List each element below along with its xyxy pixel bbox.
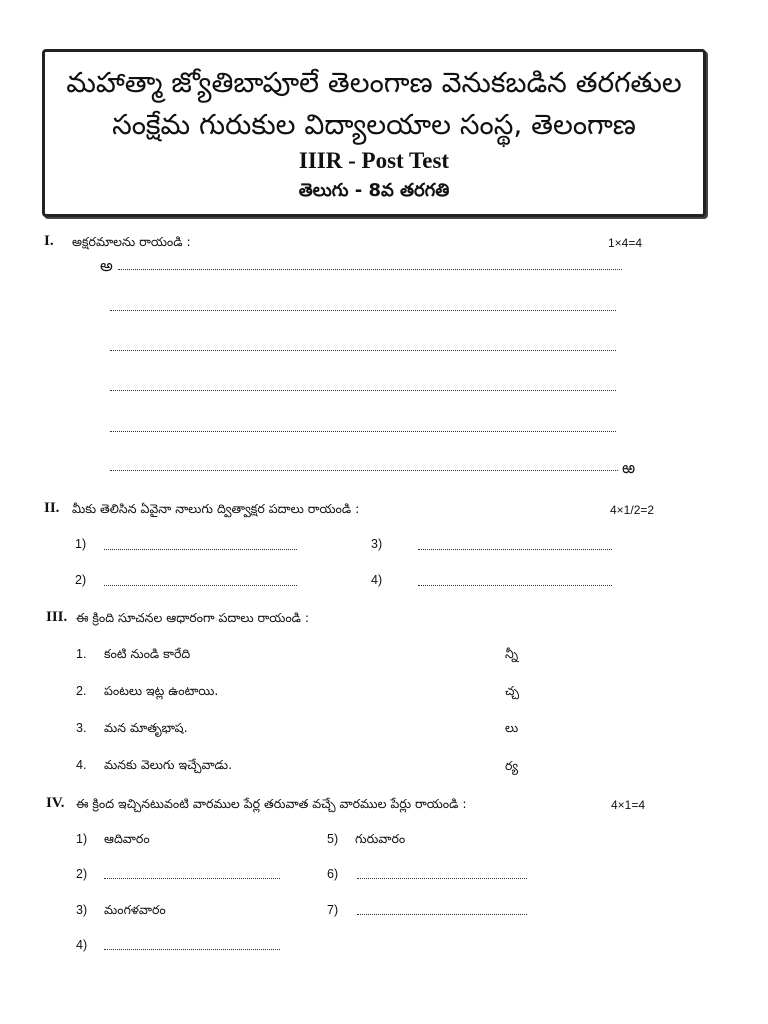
q3-item-clue: మన మాతృభాష.: [104, 720, 188, 735]
q3-item-hint: న్నీ: [505, 646, 519, 661]
q3-item-number: 2.: [76, 684, 87, 698]
q3-item-hint: చ్చ: [505, 683, 520, 698]
question-1-number: I.: [44, 233, 54, 249]
q4-item-number: 1): [76, 832, 88, 846]
q2-answer-line[interactable]: [418, 585, 612, 586]
subject-class: తెలుగు - 8వ తరగతి: [298, 180, 450, 201]
q3-item-clue: పంటలు ఇట్ల ఉంటాయి.: [104, 683, 219, 698]
answer-line[interactable]: [110, 350, 616, 351]
question-2-number: II.: [44, 500, 60, 516]
q3-item-number: 1.: [76, 647, 87, 661]
q2-answer-line[interactable]: [104, 549, 297, 550]
q4-answer-line[interactable]: [357, 914, 527, 915]
q2-item-number: 4): [371, 573, 383, 587]
q4-item-number: 6): [327, 867, 339, 881]
q3-item-clue: మనకు వెలుగు ఇచ్చేవాడు.: [104, 757, 233, 772]
q3-item-clue: కంటి నుండి కారేది: [104, 646, 191, 661]
q4-given-day: మంగళవారం: [104, 902, 166, 917]
answer-line[interactable]: [110, 390, 616, 391]
question-2-text: మీకు తెలిసిన ఏవైనా నాలుగు ద్విత్వాక్షర పదాలు రాయండి :: [72, 501, 360, 516]
question-4-text: ఈ క్రింద ఇచ్చినటువంటి వారముల పేర్ల తరువాత వచ్చే వారముల పేర్లు రాయండి :: [76, 796, 467, 811]
question-1-marks: 1×4=4: [608, 236, 643, 250]
q4-item-number: 2): [76, 867, 88, 881]
q3-item-hint: లు: [505, 720, 519, 735]
question-3-text: ఈ క్రింది సూచనల ఆధారంగా పదాలు రాయండి :: [76, 610, 310, 625]
question-3-number: III.: [46, 609, 68, 625]
alphabet-start-letter: అ: [100, 256, 113, 275]
header-box: [42, 49, 706, 217]
q4-item-number: 7): [327, 903, 339, 917]
q2-item-number: 3): [371, 537, 383, 551]
q4-given-day: గురువారం: [355, 831, 406, 846]
q4-item-number: 4): [76, 938, 88, 952]
question-2-marks: 4×1/2=2: [610, 503, 655, 517]
q2-item-number: 2): [75, 573, 87, 587]
alphabet-end-letter: ఱ: [622, 458, 636, 477]
q4-answer-line[interactable]: [104, 878, 280, 879]
q4-answer-line[interactable]: [104, 949, 280, 950]
question-4-number: IV.: [46, 795, 65, 811]
test-title: IIIR - Post Test: [298, 148, 450, 173]
question-1-text: అక్షరమాలను రాయండి :: [72, 234, 191, 249]
q4-answer-line[interactable]: [357, 878, 527, 879]
answer-line[interactable]: [110, 431, 616, 432]
q4-item-number: 5): [327, 832, 339, 846]
answer-line[interactable]: [118, 269, 622, 270]
answer-line[interactable]: [110, 310, 616, 311]
q3-item-number: 4.: [76, 758, 87, 772]
q2-answer-line[interactable]: [104, 585, 297, 586]
q2-item-number: 1): [75, 537, 87, 551]
institution-name-line2: సంక్షేమ గురుకుల విద్యాలయాల సంస్థ, తెలంగాణ: [112, 108, 636, 141]
institution-name-line1: మహాత్మా జ్యోతిబాపూలే తెలంగాణ వెనుకబడిన తరగతుల: [66, 66, 682, 99]
q3-item-hint: ర్య: [505, 758, 519, 773]
question-4-marks: 4×1=4: [611, 798, 646, 812]
q2-answer-line[interactable]: [418, 549, 612, 550]
answer-line[interactable]: [110, 470, 618, 471]
q4-item-number: 3): [76, 903, 88, 917]
q4-given-day: ఆదివారం: [104, 831, 150, 846]
q3-item-number: 3.: [76, 721, 87, 735]
